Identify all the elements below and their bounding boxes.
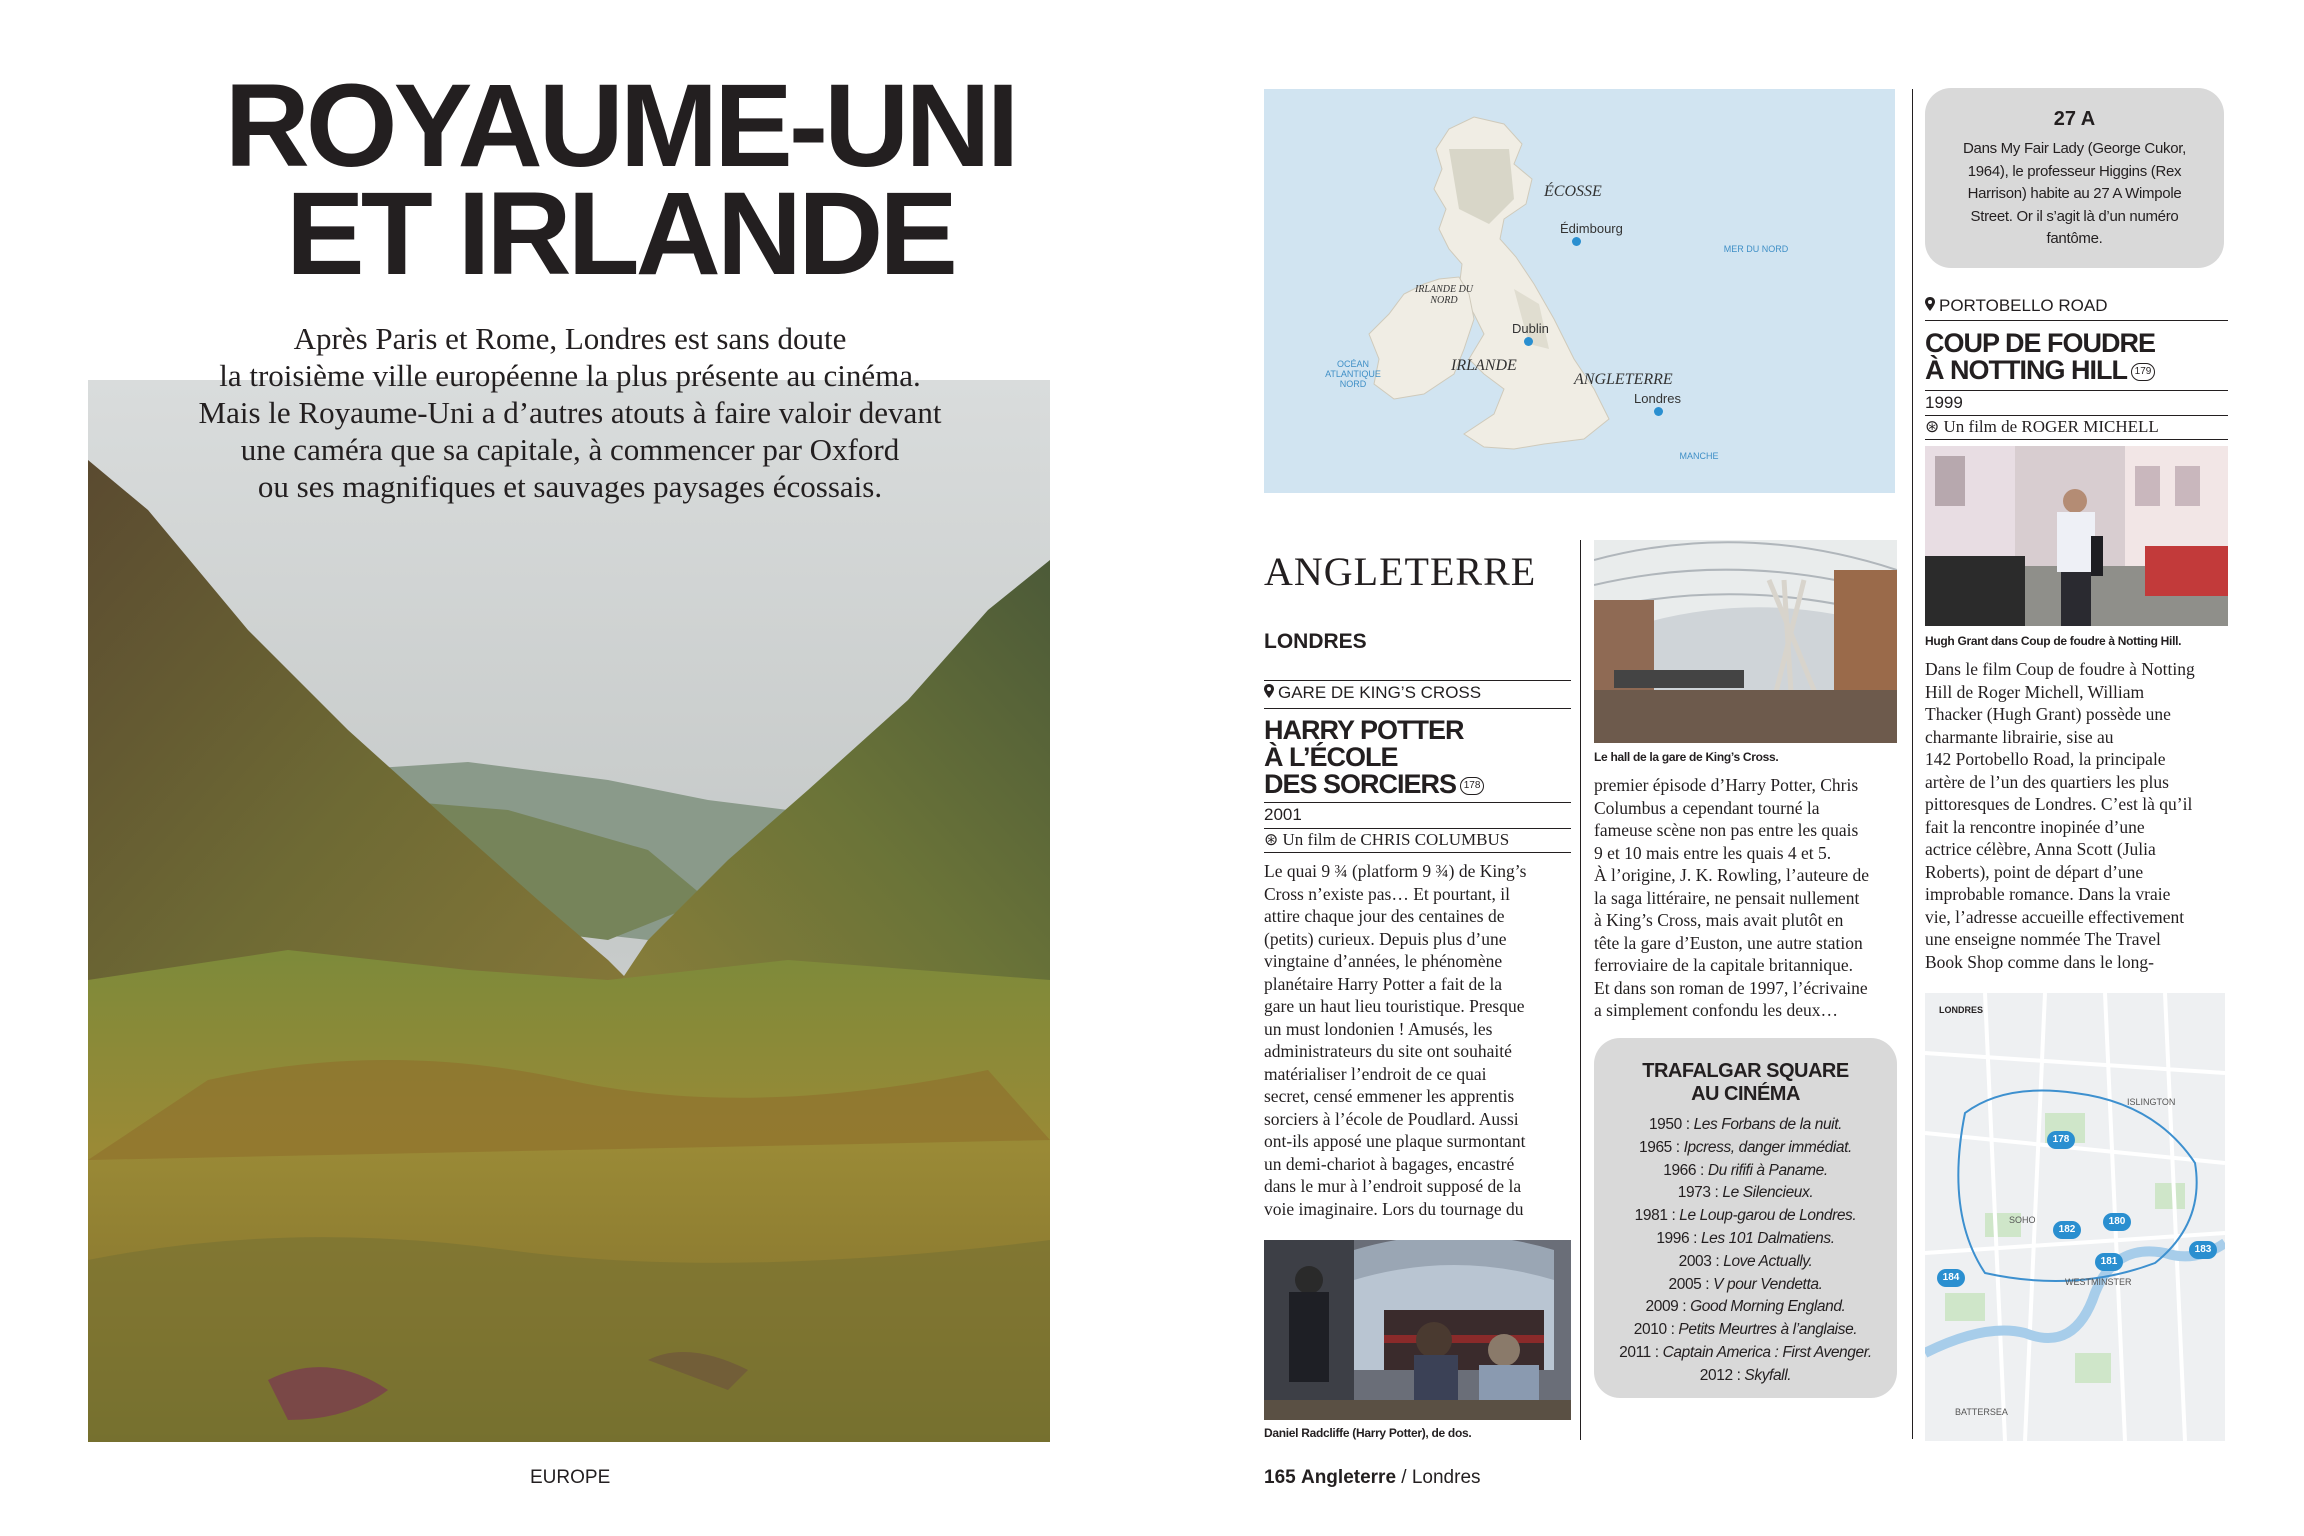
list-item: 1966 : Du rififi à Paname.	[1663, 1161, 1828, 1179]
article-body-column-2	[1594, 774, 1904, 1022]
film-year: 2001	[1264, 805, 1302, 824]
map-marker[interactable]: 184	[1937, 1269, 1965, 1287]
london-map	[1925, 993, 2225, 1441]
map-reference-badge: 178	[1460, 777, 1484, 795]
photo-caption: Le hall de la gare de King’s Cross.	[1594, 750, 1779, 764]
photo-kings-cross-hall	[1594, 540, 1897, 743]
map-city-dublin: Dublin	[1512, 321, 1549, 336]
film-reel-icon: ⊛	[1264, 830, 1283, 849]
map-dot-edinburgh	[1572, 237, 1581, 246]
filmography-list	[1594, 1114, 1897, 1388]
body-line: fameuse scène non pas entre les quais	[1594, 820, 1859, 840]
film-title-line: HARRY POTTER	[1264, 715, 1464, 745]
body-line: Book Shop comme dans le long-	[1925, 951, 2154, 972]
intro-line: la troisième ville européenne la plus présente au cinéma.	[219, 358, 921, 393]
body-line: attire chaque jour des centaines de	[1264, 906, 1505, 926]
photo-caption: Hugh Grant dans Coup de foudre à Notting Hill.	[1925, 634, 2182, 648]
box-line: Harrison) habite au 27 A Wimpole	[1967, 185, 2182, 202]
box-27a	[1925, 88, 2224, 268]
map-reference-badge: 179	[2131, 363, 2155, 381]
body-line: vie, l’adresse accueille effectivement	[1925, 906, 2185, 927]
footer-subsection: Londres	[1411, 1467, 1481, 1488]
body-line: À l’origine, J. K. Rowling, l’auteure de	[1594, 865, 1870, 885]
body-line: administrateurs du site ont souhaité	[1264, 1041, 1512, 1061]
divider	[1925, 415, 2228, 416]
body-line: (petits) curieux. Depuis plus d’une	[1264, 928, 1507, 949]
map-marker[interactable]: 180	[2103, 1213, 2131, 1231]
film-title-line: COUP DE FOUDRE	[1925, 328, 2156, 358]
divider	[1925, 320, 2228, 321]
body-line: a simplement confondu les deux…	[1594, 1000, 1838, 1020]
body-line: voie imaginaire. Lors du tournage du	[1264, 1198, 1524, 1219]
film-title-line: À L’ÉCOLE	[1264, 742, 1398, 772]
location-label	[1925, 296, 2107, 316]
map-dot-dublin	[1524, 337, 1533, 346]
map-label-scotland: ÉCOSSE	[1544, 183, 1602, 200]
map-marker[interactable]: 183	[2189, 1241, 2217, 1259]
body-line: Le quai 9 ¾ (platform 9 ¾) de King’s	[1264, 861, 1527, 881]
intro-line: ou ses magnifiques et sauvages paysages écossais.	[257, 469, 883, 504]
body-line: un demi-chariot à bagages, encastré	[1264, 1153, 1515, 1174]
director-text: Un film de ROGER MICHELL	[1943, 417, 2159, 436]
map-area-label: ISLINGTON	[2127, 1097, 2176, 1107]
body-line: improbable romance. Dans la vraie	[1925, 884, 2171, 904]
body-line: 9 et 10 mais entre les quais 4 et 5.	[1594, 842, 1832, 863]
body-line: Thacker (Hugh Grant) possède une	[1925, 704, 2171, 724]
divider	[1264, 828, 1571, 829]
body-line: Et dans son roman de 1997, l’écrivaine	[1594, 977, 1868, 998]
divider	[1925, 439, 2228, 440]
map-sea-channel: MANCHE	[1679, 451, 1719, 461]
list-item: 1950 : Les Forbans de la nuit.	[1648, 1116, 1843, 1133]
film-title-harry-potter	[1264, 717, 1484, 798]
body-line: Cross n’existe pas… Et pourtant, il	[1264, 883, 1510, 904]
page-title	[120, 60, 1120, 300]
body-line: actrice célèbre, Anna Scott (Julia	[1925, 839, 2156, 859]
box-line: 1964), le professeur Higgins (Rex	[1967, 162, 2182, 180]
region-heading: ANGLETERRE	[1264, 549, 1537, 594]
divider	[1925, 390, 2228, 391]
box-line: Street. Or il s’agit là d’un numéro	[1970, 207, 2179, 225]
body-line: charmante librairie, sise au	[1925, 726, 2114, 747]
body-line: secret, censé emmener les apprentis	[1264, 1086, 1515, 1106]
sidebar-title-line: AU CINÉMA	[1691, 1083, 1800, 1105]
box-line: Dans My Fair Lady (George Cukor,	[1963, 140, 2186, 157]
location-label	[1264, 683, 1481, 703]
body-line: 142 Portobello Road, la principale	[1925, 749, 2166, 769]
map-city-london: Londres	[1634, 391, 1681, 406]
map-pin-icon	[1264, 683, 1274, 703]
body-line: Hill de Roger Michell, William	[1925, 681, 2145, 702]
map-label-northern-ireland: IRLANDE DU NORD	[1414, 284, 1474, 306]
footer-right	[1264, 1467, 1481, 1489]
director-text: Un film de CHRIS COLUMBUS	[1282, 830, 1510, 849]
photo-hugh-grant	[1925, 446, 2228, 626]
map-marker[interactable]: 182	[2053, 1221, 2081, 1239]
uk-ireland-map	[1264, 89, 1895, 493]
map-marker[interactable]: 181	[2095, 1253, 2123, 1271]
film-year: 1999	[1925, 393, 1963, 412]
divider	[1264, 708, 1571, 709]
body-line: tête la gare d’Euston, une autre station	[1594, 932, 1863, 953]
body-line: artère de l’un des quartiers les plus	[1925, 771, 2169, 792]
list-item: 2009 : Good Morning England.	[1645, 1298, 1846, 1316]
list-item: 2012 : Skyfall.	[1699, 1366, 1792, 1384]
trafalgar-sidebar	[1594, 1038, 1897, 1398]
body-line: premier épisode d’Harry Potter, Chris	[1594, 775, 1859, 795]
list-item: 1996 : Les 101 Dalmatiens.	[1656, 1229, 1835, 1247]
map-label-england: ANGLETERRE	[1574, 371, 1673, 388]
location-text: GARE DE KING’S CROSS	[1278, 683, 1482, 702]
intro-paragraph	[160, 320, 980, 505]
list-item: 2010 : Petits Meurtres à l’anglaise.	[1633, 1321, 1858, 1339]
city-heading: LONDRES	[1264, 630, 1367, 653]
film-title-line: À NOTTING HILL	[1925, 355, 2127, 385]
map-marker[interactable]: 178	[2047, 1131, 2075, 1149]
map-sea-north: MER DU NORD	[1723, 244, 1789, 254]
map-pin-icon	[1925, 296, 1935, 316]
divider	[1264, 680, 1571, 681]
location-text: PORTOBELLO ROAD	[1939, 296, 2108, 315]
body-line: ont-ils apposé une plaque surmontant	[1264, 1131, 1526, 1151]
body-line: Roberts), point de départ d’une	[1925, 861, 2144, 882]
box-title: 27 A	[2053, 108, 2096, 130]
box-text	[1925, 138, 2224, 251]
divider	[1264, 852, 1571, 853]
list-item: 1973 : Le Silencieux.	[1677, 1184, 1814, 1202]
body-line: une enseigne nommée The Travel	[1925, 929, 2161, 949]
intro-line: une caméra que sa capitale, à commencer par Oxford	[240, 432, 900, 467]
map-dot-london	[1654, 407, 1663, 416]
list-item: 2011 : Captain America : First Avenger.	[1619, 1343, 1872, 1361]
body-line: à King’s Cross, mais avait plutôt en	[1594, 910, 1844, 930]
map-label-ireland: IRLANDE	[1451, 357, 1517, 374]
page-number: 165	[1264, 1467, 1296, 1488]
sidebar-title	[1594, 1060, 1897, 1106]
column-divider	[1912, 89, 1913, 1439]
article-body-column-1	[1264, 860, 1574, 1220]
body-line: planétaire Harry Potter a fait de la	[1264, 973, 1503, 994]
film-title-notting-hill	[1925, 330, 2155, 384]
body-line: la saga littéraire, ne pensait nullement	[1594, 887, 1860, 908]
highland-landscape-photo	[88, 380, 1050, 1442]
body-line: matérialiser l’endroit de ce quai	[1264, 1063, 1487, 1084]
map-area-label: SOHO	[2009, 1215, 2036, 1225]
map-city-edinburgh: Édimbourg	[1560, 221, 1623, 236]
body-line: gare un haut lieu touristique. Presque	[1264, 996, 1525, 1016]
sidebar-title-line: TRAFALGAR SQUARE	[1642, 1060, 1849, 1082]
map-area-label: BATTERSEA	[1955, 1407, 2008, 1417]
notting-body	[1925, 658, 2230, 973]
list-item: 1965 : Ipcress, danger immédiat.	[1639, 1138, 1852, 1156]
box-line: fantôme.	[2046, 230, 2103, 247]
footer-left: EUROPE	[530, 1467, 611, 1488]
body-line: Columbus a cependant tourné la	[1594, 797, 1820, 818]
intro-line: Après Paris et Rome, Londres est sans doute	[293, 321, 847, 356]
list-item: 1981 : Le Loup-garou de Londres.	[1634, 1207, 1857, 1225]
column-divider	[1580, 540, 1581, 1440]
body-line: un must londonien ! Amusés, les	[1264, 1018, 1493, 1039]
body-line: ferroviaire de la capitale britannique.	[1594, 955, 1853, 975]
footer-section: Angleterre	[1300, 1467, 1397, 1488]
divider	[1264, 802, 1571, 803]
photo-caption: Daniel Radcliffe (Harry Potter), de dos.	[1264, 1426, 1472, 1440]
title-line-1: ROYAUME-UNI	[224, 60, 1016, 192]
body-line: dans le mur à l’endroit supposé de la	[1264, 1176, 1522, 1196]
film-director	[1264, 830, 1509, 850]
film-reel-icon: ⊛	[1925, 417, 1944, 436]
map-title: LONDRES	[1939, 1005, 1984, 1015]
footer-separator: /	[1396, 1467, 1412, 1488]
list-item: 2005 : V pour Vendetta.	[1668, 1275, 1823, 1293]
title-line-2: ET IRLANDE	[286, 168, 954, 300]
body-line: sorciers à l’école de Poudlard. Aussi	[1264, 1108, 1519, 1129]
map-sea-atlantic: OCÉAN ATLANTIQUE NORD	[1325, 359, 1381, 389]
body-line: pittoresques de Londres. C’est là qu’il	[1925, 794, 2193, 814]
intro-line: Mais le Royaume-Uni a d’autres atouts à faire valoir devant	[198, 395, 942, 430]
film-director	[1925, 417, 2159, 437]
body-line: vingtaine d’années, le phénomène	[1264, 951, 1503, 971]
map-area-label: WESTMINSTER	[2065, 1277, 2132, 1287]
photo-daniel-radcliffe	[1264, 1240, 1571, 1420]
body-line: fait la rencontre inopinée d’une	[1925, 816, 2145, 837]
film-title-line: DES SORCIERS	[1264, 769, 1457, 799]
body-line: Dans le film Coup de foudre à Notting	[1925, 659, 2195, 679]
list-item: 2003 : Love Actually.	[1678, 1252, 1813, 1270]
